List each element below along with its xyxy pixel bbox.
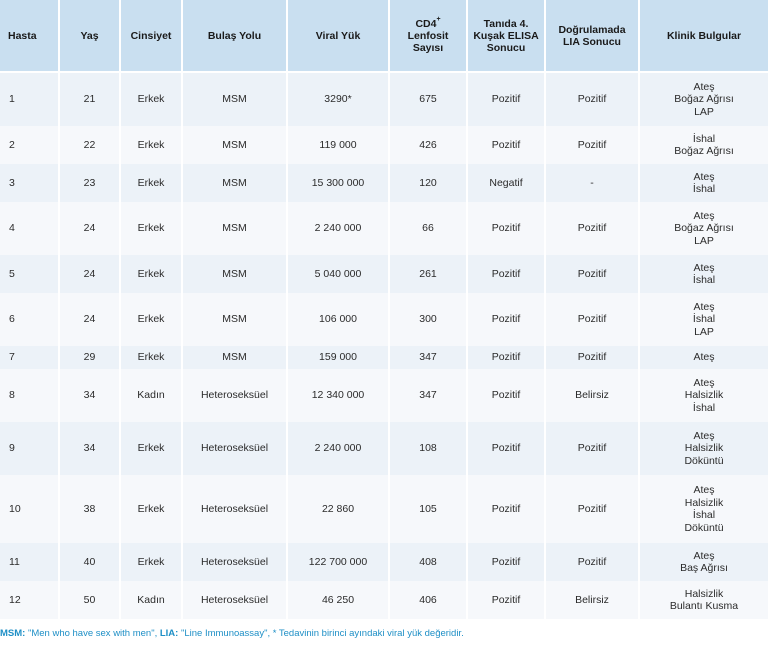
cell-elisa: Pozitif xyxy=(468,475,546,543)
cell-cd4: 66 xyxy=(390,202,468,255)
clinical-finding: Halsizlik xyxy=(684,389,724,402)
cell-cd4: 347 xyxy=(390,369,468,422)
cell-klinik xyxy=(640,475,768,543)
header-bulas-yolu: Bulaş Yolu xyxy=(183,0,288,73)
cell-elisa: Pozitif xyxy=(468,581,546,619)
cell-hasta: 11 xyxy=(0,543,60,581)
footnote-msm-label: MSM: xyxy=(0,628,26,639)
cell-bulas: Heteroseksüel xyxy=(183,581,288,619)
cell-klinik xyxy=(640,543,768,581)
clinical-finding: İshal xyxy=(692,509,716,521)
clinical-finding: Ateş xyxy=(693,549,715,562)
cell-klinik xyxy=(640,202,768,255)
clinical-finding: LAP xyxy=(694,105,714,118)
cell-hasta: 3 xyxy=(0,164,60,202)
cell-viral: 2 240 000 xyxy=(288,422,390,475)
clinical-finding: Ateş xyxy=(693,80,715,93)
cell-viral: 5 040 000 xyxy=(288,255,390,293)
clinical-finding: Baş Ağrısı xyxy=(680,562,728,574)
cell-bulas: MSM xyxy=(183,346,288,369)
cell-bulas: MSM xyxy=(183,202,288,255)
cell-bulas: MSM xyxy=(183,164,288,202)
clinical-finding: İshal xyxy=(692,401,716,414)
clinical-finding: Döküntü xyxy=(684,454,724,467)
clinical-finding: Ateş xyxy=(693,351,715,364)
cell-lia: Pozitif xyxy=(546,475,640,543)
clinical-finding: İshal xyxy=(692,274,716,286)
footnote-msm-text: "Men who have sex with men", xyxy=(25,628,160,639)
table-row xyxy=(0,126,768,164)
cell-cd4: 120 xyxy=(390,164,468,202)
cell-yas: 29 xyxy=(60,346,121,369)
clinical-finding: Boğaz Ağrısı xyxy=(674,93,734,106)
cell-hasta: 12 xyxy=(0,581,60,619)
cell-cinsiyet: Kadın xyxy=(121,581,183,619)
clinical-finding: İshal xyxy=(692,183,716,195)
cell-yas: 24 xyxy=(60,293,121,346)
clinical-finding: İshal xyxy=(692,132,716,145)
cell-lia: Pozitif xyxy=(546,202,640,255)
cell-cd4: 300 xyxy=(390,293,468,346)
cell-cd4: 108 xyxy=(390,422,468,475)
cell-elisa: Pozitif xyxy=(468,543,546,581)
cell-klinik xyxy=(640,164,768,202)
cell-cinsiyet: Erkek xyxy=(121,202,183,255)
cell-klinik xyxy=(640,581,768,619)
cell-cinsiyet: Erkek xyxy=(121,126,183,164)
cell-hasta: 5 xyxy=(0,255,60,293)
cell-klinik xyxy=(640,293,768,346)
cell-klinik xyxy=(640,369,768,422)
cell-bulas: MSM xyxy=(183,73,288,126)
cell-hasta: 9 xyxy=(0,422,60,475)
clinical-finding: Ateş xyxy=(693,261,715,274)
cell-yas: 21 xyxy=(60,73,121,126)
table-row xyxy=(0,255,768,293)
cd4-label: CD4 xyxy=(415,17,437,30)
cell-hasta: 1 xyxy=(0,73,60,126)
cell-yas: 24 xyxy=(60,202,121,255)
clinical-finding: Ateş xyxy=(693,209,715,222)
cell-elisa: Pozitif xyxy=(468,369,546,422)
cell-cd4: 675 xyxy=(390,73,468,126)
cell-bulas: MSM xyxy=(183,293,288,346)
cell-yas: 38 xyxy=(60,475,121,543)
clinical-finding: Halsizlik xyxy=(684,587,724,600)
cell-elisa: Pozitif xyxy=(468,293,546,346)
cell-viral: 159 000 xyxy=(288,346,390,369)
cell-hasta: 2 xyxy=(0,126,60,164)
cell-hasta: 8 xyxy=(0,369,60,422)
cell-lia: Pozitif xyxy=(546,422,640,475)
table-row xyxy=(0,369,768,422)
cell-bulas: Heteroseksüel xyxy=(183,475,288,543)
cell-lia: - xyxy=(546,164,640,202)
header-cd4 xyxy=(390,0,468,73)
cell-lia: Belirsiz xyxy=(546,369,640,422)
cell-viral: 22 860 xyxy=(288,475,390,543)
cell-elisa: Pozitif xyxy=(468,346,546,369)
cell-cd4: 261 xyxy=(390,255,468,293)
header-hasta: Hasta xyxy=(0,0,60,73)
clinical-finding: Boğaz Ağrısı xyxy=(674,222,734,235)
cell-bulas: Heteroseksüel xyxy=(183,422,288,475)
cell-cd4: 347 xyxy=(390,346,468,369)
table-row xyxy=(0,202,768,255)
table-row xyxy=(0,164,768,202)
cell-lia: Pozitif xyxy=(546,126,640,164)
cell-bulas: Heteroseksüel xyxy=(183,369,288,422)
header-lia: Doğrulamada LIA Sonucu xyxy=(546,0,640,73)
clinical-finding: Ateş xyxy=(693,170,715,183)
table-row xyxy=(0,346,768,369)
clinical-finding: Boğaz Ağrısı xyxy=(674,145,734,157)
cell-yas: 22 xyxy=(60,126,121,164)
cell-elisa: Pozitif xyxy=(468,73,546,126)
header-row xyxy=(0,0,768,73)
table-row xyxy=(0,543,768,581)
cell-hasta: 10 xyxy=(0,475,60,543)
cell-hasta: 7 xyxy=(0,346,60,369)
cell-viral: 106 000 xyxy=(288,293,390,346)
header-yas: Yaş xyxy=(60,0,121,73)
cell-lia: Pozitif xyxy=(546,346,640,369)
cell-viral: 119 000 xyxy=(288,126,390,164)
cell-yas: 50 xyxy=(60,581,121,619)
header-klinik: Klinik Bulgular xyxy=(640,0,768,73)
table-row xyxy=(0,581,768,619)
cell-cinsiyet: Erkek xyxy=(121,475,183,543)
clinical-finding: Ateş xyxy=(693,484,715,496)
cell-cd4: 406 xyxy=(390,581,468,619)
cell-viral: 122 700 000 xyxy=(288,543,390,581)
cell-lia: Pozitif xyxy=(546,543,640,581)
cell-elisa: Pozitif xyxy=(468,255,546,293)
cell-cinsiyet: Erkek xyxy=(121,255,183,293)
cell-cinsiyet: Erkek xyxy=(121,422,183,475)
cell-bulas: MSM xyxy=(183,255,288,293)
cell-yas: 23 xyxy=(60,164,121,202)
cd4-superscript: + xyxy=(436,16,441,23)
cell-cinsiyet: Kadın xyxy=(121,369,183,422)
cell-elisa: Negatif xyxy=(468,164,546,202)
cell-viral: 12 340 000 xyxy=(288,369,390,422)
cell-viral: 3290* xyxy=(288,73,390,126)
footnote xyxy=(0,628,464,639)
cell-lia: Pozitif xyxy=(546,73,640,126)
cell-lia: Pozitif xyxy=(546,293,640,346)
cd4-rest-label: Lenfosit Sayısı xyxy=(407,29,449,54)
header-cinsiyet: Cinsiyet xyxy=(121,0,183,73)
clinical-finding: LAP xyxy=(694,234,714,247)
cell-klinik xyxy=(640,255,768,293)
table-row xyxy=(0,422,768,475)
footnote-lia-label: LIA: xyxy=(159,628,179,639)
cell-lia: Belirsiz xyxy=(546,581,640,619)
cell-hasta: 6 xyxy=(0,293,60,346)
clinical-finding: Bulantı Kusma xyxy=(669,600,739,612)
cell-yas: 34 xyxy=(60,422,121,475)
cell-viral: 2 240 000 xyxy=(288,202,390,255)
header-elisa: Tanıda 4. Kuşak ELISA Sonucu xyxy=(468,0,546,73)
cell-elisa: Pozitif xyxy=(468,422,546,475)
clinical-finding: Ateş xyxy=(693,376,715,389)
cell-elisa: Pozitif xyxy=(468,126,546,164)
cell-bulas: MSM xyxy=(183,126,288,164)
cell-klinik xyxy=(640,346,768,369)
cell-cinsiyet: Erkek xyxy=(121,164,183,202)
table-row xyxy=(0,475,768,543)
table-row xyxy=(0,293,768,346)
header-viral-yuk: Viral Yük xyxy=(288,0,390,73)
cell-cinsiyet: Erkek xyxy=(121,293,183,346)
cell-cinsiyet: Erkek xyxy=(121,346,183,369)
cell-cd4: 408 xyxy=(390,543,468,581)
cell-cinsiyet: Erkek xyxy=(121,543,183,581)
clinical-finding: Ateş xyxy=(693,429,715,442)
cell-yas: 40 xyxy=(60,543,121,581)
table-row xyxy=(0,73,768,126)
clinical-finding: Halsizlik xyxy=(684,442,724,455)
cell-klinik xyxy=(640,73,768,126)
cell-lia: Pozitif xyxy=(546,255,640,293)
clinical-finding: Halsizlik xyxy=(684,496,724,509)
cell-yas: 34 xyxy=(60,369,121,422)
cell-cd4: 105 xyxy=(390,475,468,543)
cell-hasta: 4 xyxy=(0,202,60,255)
cell-viral: 46 250 xyxy=(288,581,390,619)
cell-cinsiyet: Erkek xyxy=(121,73,183,126)
clinical-finding: Ateş xyxy=(693,300,715,313)
cell-elisa: Pozitif xyxy=(468,202,546,255)
clinical-finding: Döküntü xyxy=(684,521,724,534)
cell-viral: 15 300 000 xyxy=(288,164,390,202)
clinical-finding: İshal xyxy=(692,313,716,326)
cell-yas: 24 xyxy=(60,255,121,293)
cell-klinik xyxy=(640,126,768,164)
cell-klinik xyxy=(640,422,768,475)
footnote-lia-text: "Line Immunoassay", * Tedavinin birinci ayındaki viral yük değeridir. xyxy=(178,628,464,639)
cell-bulas: Heteroseksüel xyxy=(183,543,288,581)
clinical-finding: LAP xyxy=(694,325,714,338)
cell-cd4: 426 xyxy=(390,126,468,164)
